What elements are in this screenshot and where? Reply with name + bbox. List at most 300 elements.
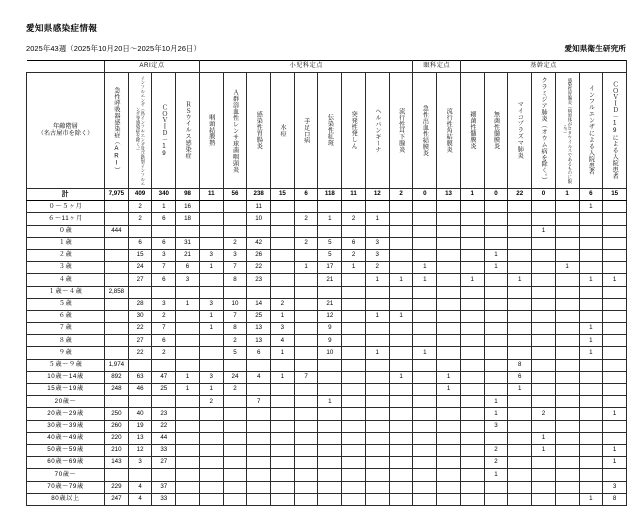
row-label-22: 50歳～59歳 [27, 444, 105, 456]
cell-r24-c15 [437, 469, 461, 481]
cell-r10-c6: 10 [223, 298, 247, 310]
cell-r22-c14 [413, 444, 437, 456]
cell-r9-c6 [223, 286, 247, 298]
cell-r18-c15 [437, 396, 461, 408]
cell-r24-c18 [508, 469, 532, 481]
group-header-1: ARI定点 [105, 61, 200, 73]
cell-r4-c13 [389, 225, 413, 237]
cell-r22-c18 [508, 444, 532, 456]
cell-r19-c3: 23 [152, 408, 176, 420]
cell-r13-c21: 1 [579, 335, 603, 347]
cell-r3-c8 [271, 213, 295, 225]
cell-r16-c1: 892 [105, 371, 129, 383]
cell-r22-c22: 1 [603, 444, 627, 456]
cell-r9-c20 [555, 286, 579, 298]
cell-r7-c22 [603, 262, 627, 274]
cell-r13-c11 [342, 335, 366, 347]
cell-r4-c16 [460, 225, 484, 237]
column-header-12 [365, 73, 389, 189]
cell-r6-c21 [579, 249, 603, 261]
table-row [27, 237, 627, 249]
cell-r1-c11: 11 [342, 189, 366, 201]
cell-r3-c2: 2 [128, 213, 152, 225]
cell-r2-c2: 2 [128, 201, 152, 213]
cell-r11-c4 [176, 310, 200, 322]
cell-r7-c10: 17 [318, 262, 342, 274]
cell-r4-c17 [484, 225, 508, 237]
cell-r16-c8: 1 [271, 371, 295, 383]
cell-r26-c14 [413, 493, 437, 505]
cell-r26-c7 [247, 493, 271, 505]
table-row [27, 493, 627, 505]
cell-r3-c7: 10 [247, 213, 271, 225]
cell-r19-c16 [460, 408, 484, 420]
table-row [27, 335, 627, 347]
cell-r25-c21 [579, 481, 603, 493]
cell-r2-c4: 16 [176, 201, 200, 213]
table-row [27, 213, 627, 225]
column-header-2 [128, 73, 152, 189]
cell-r14-c9 [294, 347, 318, 359]
cell-r10-c22 [603, 298, 627, 310]
cell-r9-c22 [603, 286, 627, 298]
cell-r21-c10 [318, 432, 342, 444]
cell-r9-c19 [532, 286, 556, 298]
cell-r10-c14 [413, 298, 437, 310]
cell-r4-c3 [152, 225, 176, 237]
cell-r16-c12 [365, 371, 389, 383]
cell-r17-c13 [389, 384, 413, 396]
cell-r20-c2: 19 [128, 420, 152, 432]
cell-r19-c20 [555, 408, 579, 420]
cell-r26-c5 [199, 493, 223, 505]
cell-r18-c2 [128, 396, 152, 408]
cell-r3-c20 [555, 213, 579, 225]
cell-r13-c12 [365, 335, 389, 347]
cell-r21-c22 [603, 432, 627, 444]
column-header-5 [199, 73, 223, 189]
cell-r6-c13 [389, 249, 413, 261]
cell-r6-c14 [413, 249, 437, 261]
cell-r4-c4 [176, 225, 200, 237]
cell-r9-c4 [176, 286, 200, 298]
cell-r2-c15 [437, 201, 461, 213]
cell-r18-c4 [176, 396, 200, 408]
cell-r13-c22 [603, 335, 627, 347]
cell-r23-c8 [271, 457, 295, 469]
cell-r15-c7 [247, 359, 271, 371]
cell-r21-c1: 220 [105, 432, 129, 444]
cell-r4-c9 [294, 225, 318, 237]
cell-r15-c5 [199, 359, 223, 371]
cell-r3-c13 [389, 213, 413, 225]
cell-r13-c5 [199, 335, 223, 347]
cell-r4-c21 [579, 225, 603, 237]
cell-r18-c13 [389, 396, 413, 408]
column-header-label-8: 水痘 [279, 124, 286, 137]
cell-r1-c1: 7,975 [105, 189, 129, 201]
cell-r7-c15 [437, 262, 461, 274]
row-label-16: 10歳～14歳 [27, 371, 105, 383]
cell-r5-c20 [555, 237, 579, 249]
cell-r20-c14 [413, 420, 437, 432]
cell-r17-c7 [247, 384, 271, 396]
cell-r21-c2: 13 [128, 432, 152, 444]
cell-r20-c5 [199, 420, 223, 432]
cell-r8-c10: 21 [318, 274, 342, 286]
cell-r26-c3: 33 [152, 493, 176, 505]
row-label-9: １歳～４歳 [27, 286, 105, 298]
age-group-corner-label [27, 73, 105, 189]
cell-r3-c10: 1 [318, 213, 342, 225]
cell-r13-c19 [532, 335, 556, 347]
cell-r19-c12 [365, 408, 389, 420]
table-row [27, 262, 627, 274]
column-header-label-22: ＣＯＶＩＤ－19による入院患者 [611, 81, 619, 180]
row-label-1: 計 [27, 189, 105, 201]
cell-r12-c15 [437, 323, 461, 335]
cell-r19-c5 [199, 408, 223, 420]
cell-r21-c9 [294, 432, 318, 444]
column-header-label-10: 伝染性紅斑 [326, 114, 334, 147]
cell-r8-c8 [271, 274, 295, 286]
cell-r23-c17: 2 [484, 457, 508, 469]
cell-r23-c1: 143 [105, 457, 129, 469]
cell-r11-c20 [555, 310, 579, 322]
cell-r14-c6: 5 [223, 347, 247, 359]
cell-r6-c10: 5 [318, 249, 342, 261]
cell-r6-c11: 2 [342, 249, 366, 261]
cell-r23-c2: 3 [128, 457, 152, 469]
cell-r21-c5 [199, 432, 223, 444]
cell-r5-c4: 31 [176, 237, 200, 249]
group-header-row [27, 61, 627, 73]
cell-r15-c9 [294, 359, 318, 371]
total-row [27, 189, 627, 201]
cell-r18-c9 [294, 396, 318, 408]
cell-r19-c19: 2 [532, 408, 556, 420]
cell-r21-c14 [413, 432, 437, 444]
cell-r7-c8 [271, 262, 295, 274]
cell-r17-c11 [342, 384, 366, 396]
cell-r21-c8 [271, 432, 295, 444]
cell-r13-c1 [105, 335, 129, 347]
cell-r6-c20 [555, 249, 579, 261]
cell-r15-c2 [128, 359, 152, 371]
cell-r15-c21 [579, 359, 603, 371]
cell-r14-c7: 6 [247, 347, 271, 359]
cell-r17-c10 [318, 384, 342, 396]
cell-r8-c17 [484, 274, 508, 286]
cell-r8-c7: 23 [247, 274, 271, 286]
cell-r14-c2: 22 [128, 347, 152, 359]
table-row [27, 310, 627, 322]
cell-r24-c20 [555, 469, 579, 481]
column-header-label-16: 細菌性髄膜炎 [468, 111, 476, 150]
cell-r18-c8 [271, 396, 295, 408]
table-row [27, 286, 627, 298]
cell-r24-c5 [199, 469, 223, 481]
cell-r6-c9 [294, 249, 318, 261]
cell-r11-c11 [342, 310, 366, 322]
row-label-15: ５歳～９歳 [27, 359, 105, 371]
cell-r3-c14 [413, 213, 437, 225]
cell-r7-c2: 24 [128, 262, 152, 274]
cell-r5-c5 [199, 237, 223, 249]
cell-r13-c15 [437, 335, 461, 347]
cell-r3-c19 [532, 213, 556, 225]
cell-r12-c9 [294, 323, 318, 335]
cell-r14-c14: 1 [413, 347, 437, 359]
cell-r23-c14 [413, 457, 437, 469]
table-row [27, 396, 627, 408]
column-header-16 [460, 73, 484, 189]
cell-r16-c21 [579, 371, 603, 383]
cell-r5-c11: 6 [342, 237, 366, 249]
cell-r8-c4: 3 [176, 274, 200, 286]
column-header-label-19: クラミジア肺炎（オウム病を除く。） [540, 77, 548, 184]
column-header-8 [271, 73, 295, 189]
cell-r26-c4 [176, 493, 200, 505]
cell-r24-c11 [342, 469, 366, 481]
group-header-2: 小児科定点 [199, 61, 413, 73]
cell-r6-c8 [271, 249, 295, 261]
cell-r9-c16 [460, 286, 484, 298]
column-header-label-14: 急性出血性結膜炎 [421, 104, 429, 157]
cell-r26-c11 [342, 493, 366, 505]
row-label-14: ９歳 [27, 347, 105, 359]
cell-r4-c7 [247, 225, 271, 237]
cell-r8-c19 [532, 274, 556, 286]
cell-r17-c2: 46 [128, 384, 152, 396]
cell-r2-c20 [555, 201, 579, 213]
table-row [27, 408, 627, 420]
cell-r15-c3 [152, 359, 176, 371]
cell-r1-c13: 2 [389, 189, 413, 201]
cell-r19-c13 [389, 408, 413, 420]
group-header-corner [27, 61, 105, 73]
cell-r19-c18 [508, 408, 532, 420]
cell-r11-c6: 7 [223, 310, 247, 322]
cell-r21-c21 [579, 432, 603, 444]
cell-r8-c11 [342, 274, 366, 286]
cell-r9-c18 [508, 286, 532, 298]
cell-r26-c13 [389, 493, 413, 505]
cell-r20-c18 [508, 420, 532, 432]
cell-r6-c18 [508, 249, 532, 261]
cell-r13-c2: 27 [128, 335, 152, 347]
cell-r20-c4 [176, 420, 200, 432]
column-header-label-17: 無菌性髄膜炎 [492, 111, 500, 150]
cell-r7-c20: 1 [555, 262, 579, 274]
cell-r23-c9 [294, 457, 318, 469]
cell-r20-c3: 22 [152, 420, 176, 432]
cell-r26-c8 [271, 493, 295, 505]
cell-r12-c17 [484, 323, 508, 335]
cell-r20-c7 [247, 420, 271, 432]
cell-r11-c12: 1 [365, 310, 389, 322]
cell-r15-c10 [318, 359, 342, 371]
cell-r14-c16 [460, 347, 484, 359]
cell-r24-c21 [579, 469, 603, 481]
cell-r25-c22: 3 [603, 481, 627, 493]
cell-r23-c11 [342, 457, 366, 469]
cell-r3-c12: 1 [365, 213, 389, 225]
cell-r22-c16 [460, 444, 484, 456]
cell-r15-c6 [223, 359, 247, 371]
cell-r7-c16 [460, 262, 484, 274]
cell-r14-c20 [555, 347, 579, 359]
cell-r2-c10 [318, 201, 342, 213]
row-label-10: ５歳 [27, 298, 105, 310]
cell-r1-c22: 15 [603, 189, 627, 201]
cell-r3-c5 [199, 213, 223, 225]
cell-r1-c2: 409 [128, 189, 152, 201]
group-header-4: 基幹定点 [460, 61, 626, 73]
cell-r10-c5: 3 [199, 298, 223, 310]
cell-r14-c3: 2 [152, 347, 176, 359]
cell-r24-c4 [176, 469, 200, 481]
cell-r17-c3: 25 [152, 384, 176, 396]
row-label-21: 40歳～49歳 [27, 432, 105, 444]
cell-r26-c16 [460, 493, 484, 505]
row-label-18: 20歳～ [27, 396, 105, 408]
cell-r20-c22 [603, 420, 627, 432]
cell-r15-c14 [413, 359, 437, 371]
cell-r1-c8: 15 [271, 189, 295, 201]
cell-r10-c7: 14 [247, 298, 271, 310]
cell-r8-c16: 1 [460, 274, 484, 286]
cell-r16-c10 [318, 371, 342, 383]
cell-r11-c3: 2 [152, 310, 176, 322]
column-header-1 [105, 73, 129, 189]
cell-r10-c13 [389, 298, 413, 310]
cell-r14-c4 [176, 347, 200, 359]
cell-r24-c2 [128, 469, 152, 481]
cell-r18-c5: 2 [199, 396, 223, 408]
cell-r9-c21 [579, 286, 603, 298]
row-label-5: １歳 [27, 237, 105, 249]
cell-r10-c10: 21 [318, 298, 342, 310]
cell-r23-c15 [437, 457, 461, 469]
cell-r4-c14 [413, 225, 437, 237]
cell-r9-c11 [342, 286, 366, 298]
cell-r11-c16 [460, 310, 484, 322]
cell-r1-c6: 56 [223, 189, 247, 201]
cell-r10-c8: 2 [271, 298, 295, 310]
cell-r1-c16: 1 [460, 189, 484, 201]
row-label-2: ０～５ヶ月 [27, 201, 105, 213]
surveillance-table [26, 60, 627, 506]
cell-r24-c10 [318, 469, 342, 481]
corner-line-1: 年齢階層 [53, 123, 78, 130]
cell-r9-c17 [484, 286, 508, 298]
cell-r23-c6 [223, 457, 247, 469]
cell-r23-c4 [176, 457, 200, 469]
cell-r25-c12 [365, 481, 389, 493]
table-row [27, 444, 627, 456]
cell-r5-c16 [460, 237, 484, 249]
cell-r20-c15 [437, 420, 461, 432]
cell-r15-c18: 8 [508, 359, 532, 371]
cell-r11-c17 [484, 310, 508, 322]
cell-r24-c12 [365, 469, 389, 481]
cell-r4-c2 [128, 225, 152, 237]
cell-r26-c21: 1 [579, 493, 603, 505]
cell-r9-c2 [128, 286, 152, 298]
cell-r8-c14: 1 [413, 274, 437, 286]
cell-r16-c5: 3 [199, 371, 223, 383]
column-header-20 [555, 73, 579, 189]
cell-r20-c17: 3 [484, 420, 508, 432]
column-header-label-4: ＲＳウイルス感染症 [184, 101, 192, 160]
cell-r12-c7: 13 [247, 323, 271, 335]
cell-r23-c10 [318, 457, 342, 469]
cell-r2-c5 [199, 201, 223, 213]
cell-r10-c20 [555, 298, 579, 310]
cell-r12-c11 [342, 323, 366, 335]
table-row [27, 420, 627, 432]
cell-r13-c18 [508, 335, 532, 347]
cell-r26-c15 [437, 493, 461, 505]
cell-r1-c9: 6 [294, 189, 318, 201]
cell-r18-c16 [460, 396, 484, 408]
cell-r1-c4: 98 [176, 189, 200, 201]
cell-r7-c7: 22 [247, 262, 271, 274]
cell-r20-c10 [318, 420, 342, 432]
cell-r4-c22 [603, 225, 627, 237]
cell-r17-c14 [413, 384, 437, 396]
cell-r25-c1: 229 [105, 481, 129, 493]
cell-r19-c4 [176, 408, 200, 420]
cell-r24-c3 [152, 469, 176, 481]
cell-r16-c16 [460, 371, 484, 383]
row-label-4: ０歳 [27, 225, 105, 237]
cell-r18-c17: 1 [484, 396, 508, 408]
cell-r5-c12: 3 [365, 237, 389, 249]
cell-r3-c3: 6 [152, 213, 176, 225]
cell-r4-c10 [318, 225, 342, 237]
cell-r2-c3: 1 [152, 201, 176, 213]
cell-r7-c9: 1 [294, 262, 318, 274]
cell-r16-c19 [532, 371, 556, 383]
cell-r21-c15 [437, 432, 461, 444]
column-header-3 [152, 73, 176, 189]
institute-name: 愛知県衛生研究所 [564, 44, 626, 53]
cell-r17-c18: 1 [508, 384, 532, 396]
row-label-11: ６歳 [27, 310, 105, 322]
cell-r23-c18 [508, 457, 532, 469]
cell-r9-c8 [271, 286, 295, 298]
cell-r4-c5 [199, 225, 223, 237]
cell-r7-c6: 7 [223, 262, 247, 274]
cell-r10-c12 [365, 298, 389, 310]
cell-r17-c1: 248 [105, 384, 129, 396]
cell-r1-c12: 12 [365, 189, 389, 201]
cell-r25-c19 [532, 481, 556, 493]
cell-r2-c14 [413, 201, 437, 213]
cell-r24-c16 [460, 469, 484, 481]
cell-r20-c6 [223, 420, 247, 432]
cell-r5-c14 [413, 237, 437, 249]
row-label-26: 80歳以上 [27, 493, 105, 505]
cell-r3-c6 [223, 213, 247, 225]
cell-r4-c8 [271, 225, 295, 237]
cell-r18-c12 [365, 396, 389, 408]
cell-r18-c19 [532, 396, 556, 408]
cell-r12-c10: 9 [318, 323, 342, 335]
cell-r12-c8: 3 [271, 323, 295, 335]
